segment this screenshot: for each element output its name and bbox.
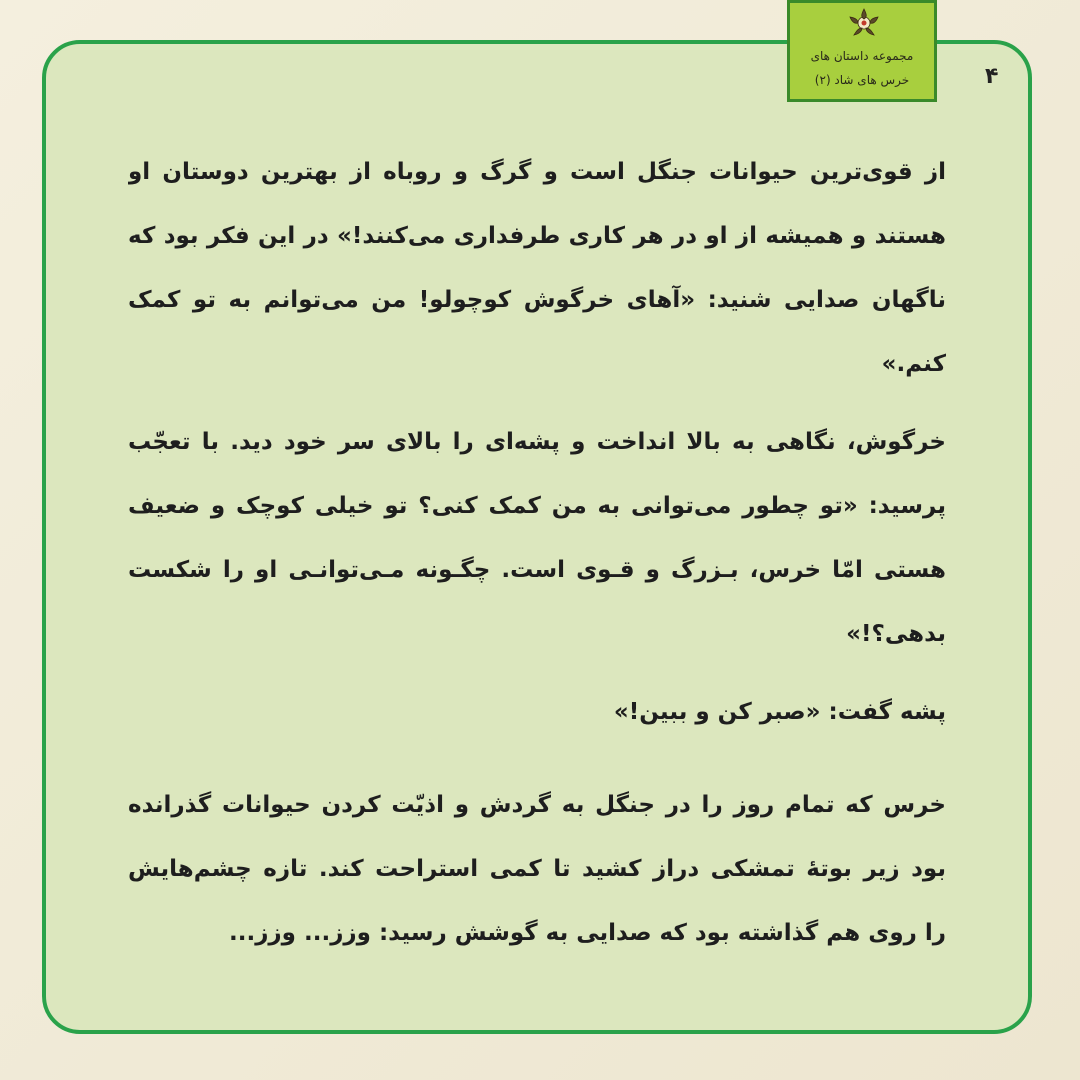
paragraph-line: خرگوش، نگاهی به بالا انداخت و پشه‌ای را بالای سر خود دید. با تعجّب	[128, 429, 946, 455]
paragraph-line: بود زیر بوتهٔ تمشکی دراز کشید تا کمی استراحت کند. تازه چشم‌هایش	[128, 856, 946, 882]
series-badge	[787, 0, 937, 102]
paragraph-line: ناگهان صدایی شنید: «آهای خرگوش کوچولو! من می‌توانم به تو کمک	[128, 287, 946, 313]
paragraph-line: پشه گفت: «صبر کن و ببین!»	[613, 699, 946, 725]
page-number: ۴	[985, 64, 999, 89]
paragraph-4	[128, 773, 946, 965]
paragraph-line: کنم.»	[881, 351, 946, 377]
paragraph-line: از قوی‌ترین حیوانات جنگل است و گرگ و روباه از بهترین دوستان او	[128, 159, 946, 185]
paragraph-3	[128, 680, 946, 744]
series-title-line2: خرس های شاد (۲)	[814, 73, 910, 87]
series-title-line1: مجموعه داستان های	[810, 49, 914, 63]
flower-logo-icon	[836, 5, 892, 41]
paragraph-1	[128, 140, 946, 396]
paragraph-line: بدهی؟!»	[846, 621, 946, 647]
paragraph-line: هستند و همیشه از او در هر کاری طرفداری می‌کنند!» در این فکر بود که	[128, 223, 946, 249]
paragraph-2	[128, 410, 946, 666]
paragraph-line: هستی امّا خرس، بـزرگ و قـوی است. چگـونه مـی‌توانـی او را شکست	[128, 557, 946, 583]
paragraph-line: پرسید: «تو چطور می‌توانی به من کمک کنی؟ تو خیلی کوچک و ضعیف	[128, 493, 946, 519]
paragraph-line: را روی هم گذاشته بود که صدایی به گوشش رسید: وزز... وزز...	[228, 920, 946, 946]
paragraph-line: خرس که تمام روز را در جنگل به گردش و اذیّت کردن حیوانات گذرانده	[128, 792, 946, 818]
